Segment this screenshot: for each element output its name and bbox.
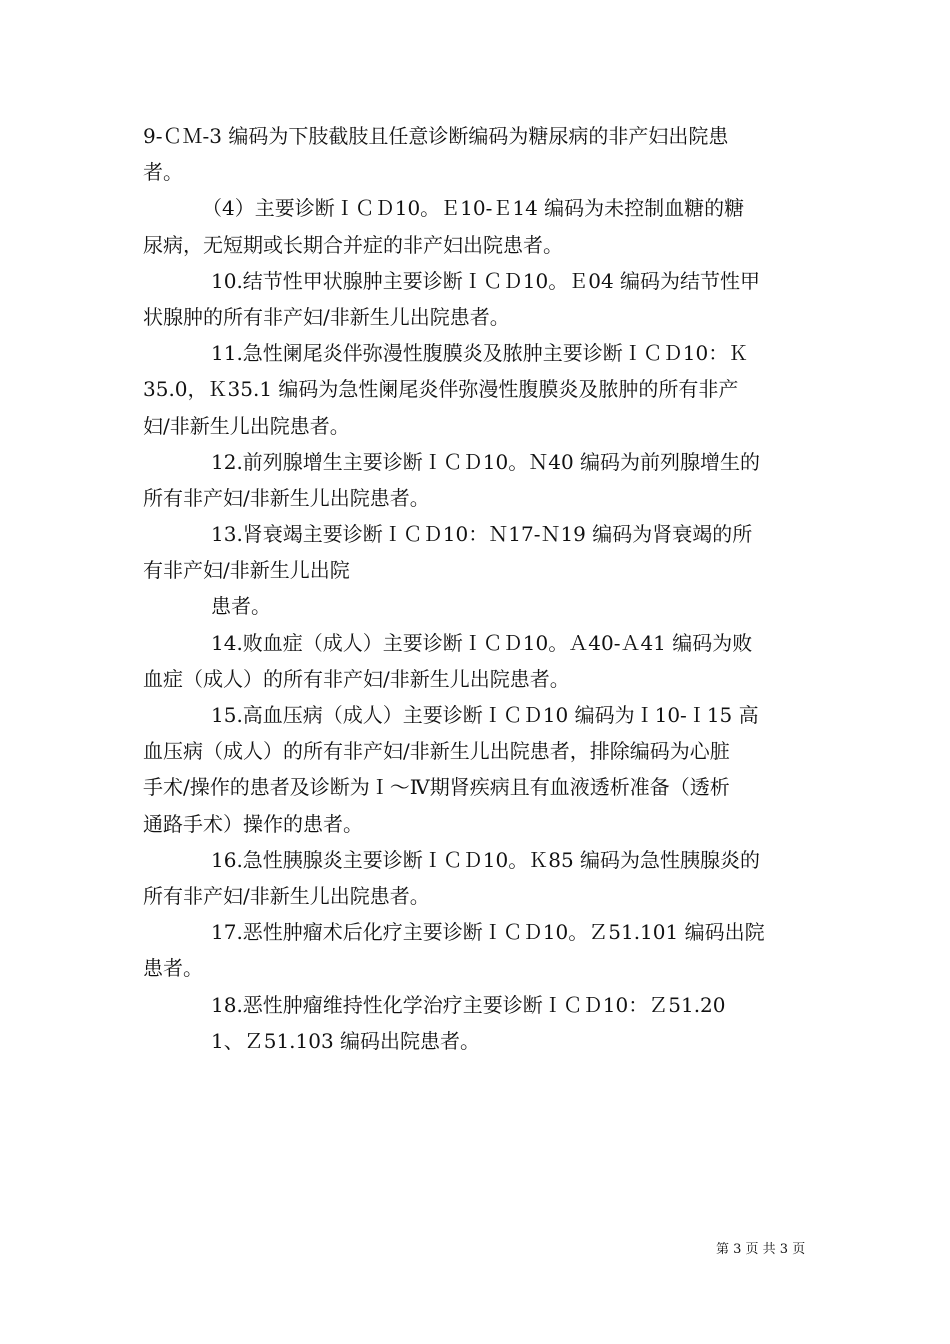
text-line: 35.0，Ｋ35.1 编码为急性阑尾炎伴弥漫性腹膜炎及脓肿的所有非产: [143, 377, 739, 402]
text-line: 尿病，无短期或长期合并症的非产妇出院患者。: [143, 232, 563, 257]
text-line: 手术/操作的患者及诊断为Ｉ～Ⅳ期肾疾病且有血液透析准备（透析: [143, 775, 730, 800]
text-line: 11.急性阑尾炎伴弥漫性腹膜炎及脓肿主要诊断ＩＣＤ10：Ｋ: [211, 341, 749, 366]
text-line: 10.结节性甲状腺肿主要诊断ＩＣＤ10。Ｅ04 编码为结节性甲: [211, 268, 761, 293]
text-line: （4）主要诊断ＩＣＤ10。Ｅ10-Ｅ14 编码为未控制血糖的糖: [202, 196, 745, 221]
text-line: 所有非产妇/非新生儿出院患者。: [143, 883, 430, 908]
text-line: 9-ＣＭ-3 编码为下肢截肢且任意诊断编码为糖尿病的非产妇出院患: [143, 124, 729, 148]
text-line: 者。: [143, 160, 183, 185]
text-line: 17.恶性肿瘤术后化疗主要诊断ＩＣＤ10。Ｚ51.101 编码出院: [211, 920, 765, 945]
text-line: 通路手术）操作的患者。: [143, 811, 363, 836]
text-line: 12.前列腺增生主要诊断ＩＣＤ10。Ｎ40 编码为前列腺增生的: [211, 449, 761, 474]
text-line: 有非产妇/非新生儿出院: [143, 558, 350, 583]
text-line: 所有非产妇/非新生儿出院患者。: [143, 485, 430, 510]
text-line: 14.败血症（成人）主要诊断ＩＣＤ10。Ａ40-Ａ41 编码为败: [211, 630, 753, 655]
text-line: 血症（成人）的所有非产妇/非新生儿出院患者。: [143, 666, 570, 691]
text-line: 1、Ｚ51.103 编码出院患者。: [211, 1028, 481, 1053]
text-line: 血压病（成人）的所有非产妇/非新生儿出院患者，排除编码为心脏: [143, 739, 730, 764]
document-body: [143, 118, 808, 1059]
text-line: 13.肾衰竭主要诊断ＩＣＤ10：Ｎ17-Ｎ19 编码为肾衰竭的所: [211, 522, 753, 547]
text-line: 患者。: [211, 594, 271, 619]
text-line: 状腺肿的所有非产妇/非新生儿出院患者。: [143, 304, 510, 329]
text-line: 15.高血压病（成人）主要诊断ＩＣＤ10 编码为Ｉ10-Ｉ15 高: [211, 703, 759, 727]
text-line: 18.恶性肿瘤维持性化学治疗主要诊断ＩＣＤ10：Ｚ51.20: [211, 992, 726, 1017]
text-line: 16.急性胰腺炎主要诊断ＩＣＤ10。Ｋ85 编码为急性胰腺炎的: [211, 847, 761, 872]
page-number-footer: 第 3 页 共 3 页: [716, 1242, 806, 1257]
text-line: 妇/非新生儿出院患者。: [143, 413, 350, 438]
text-line: 患者。: [143, 956, 203, 981]
